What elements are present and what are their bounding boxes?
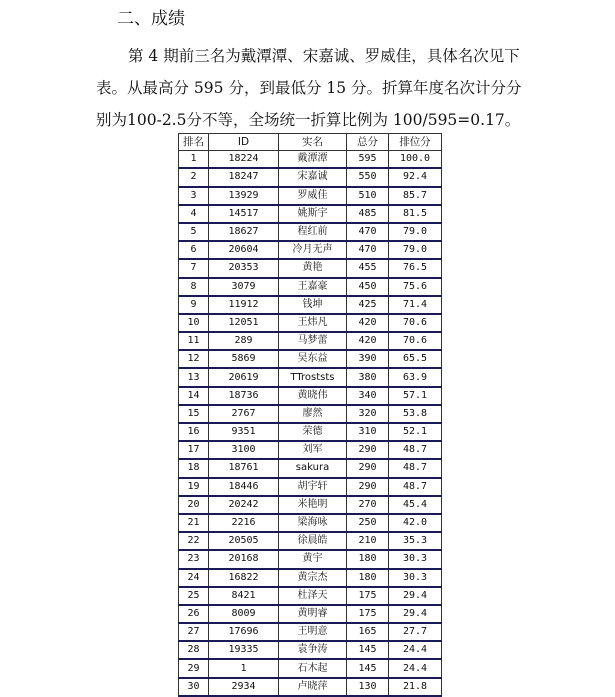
table-row	[179, 441, 442, 459]
cell-rank-points: 53.8	[389, 405, 442, 423]
cell-rank: 18	[179, 459, 209, 477]
results-table-header	[179, 134, 442, 151]
cell-id: 8421	[209, 587, 279, 605]
cell-id: 2934	[209, 678, 279, 696]
table-row	[179, 459, 442, 477]
cell-score: 420	[347, 314, 389, 332]
cell-rank: 19	[179, 478, 209, 496]
table-row	[179, 532, 442, 550]
cell-name: 石木起	[279, 659, 347, 677]
table-row	[179, 314, 442, 332]
cell-id: 17696	[209, 623, 279, 641]
table-row	[179, 387, 442, 405]
cell-id: 19335	[209, 641, 279, 659]
cell-score: 510	[347, 187, 389, 205]
cell-score: 595	[347, 151, 389, 169]
cell-id: 20242	[209, 496, 279, 514]
cell-rank: 27	[179, 623, 209, 641]
cell-rank: 14	[179, 387, 209, 405]
intro-paragraph-text: 第 4 期前三名为戴潭潭、宋嘉诚、罗威佳，具体名次见下表。从最高分 595 分，到最低分 15 分。折算年度名次计分分别为100-2.5分不等，全场统一折算比例为 100/595=0.17。	[96, 47, 522, 129]
cell-id: 9351	[209, 423, 279, 441]
cell-rank-points: 24.4	[389, 659, 442, 677]
cell-name: 程红前	[279, 223, 347, 241]
table-row	[179, 332, 442, 350]
intro-paragraph	[96, 40, 536, 136]
cell-rank: 26	[179, 605, 209, 623]
table-row	[179, 223, 442, 241]
cell-id: 20168	[209, 550, 279, 568]
cell-rank-points: 63.9	[389, 368, 442, 386]
cell-rank-points: 85.7	[389, 187, 442, 205]
cell-score: 450	[347, 278, 389, 296]
cell-score: 550	[347, 168, 389, 186]
cell-score: 270	[347, 496, 389, 514]
cell-name: 黄宇	[279, 550, 347, 568]
cell-score: 470	[347, 241, 389, 259]
cell-id: 20353	[209, 259, 279, 277]
cell-name: 宋嘉诚	[279, 168, 347, 186]
cell-rank-points: 48.7	[389, 478, 442, 496]
table-row	[179, 205, 442, 223]
section-heading: 二、成绩	[117, 9, 185, 29]
results-table-wrapper	[178, 133, 441, 697]
table-row	[179, 168, 442, 186]
cell-rank: 9	[179, 296, 209, 314]
cell-rank-points: 71.4	[389, 296, 442, 314]
cell-rank: 25	[179, 587, 209, 605]
cell-name: 胡宇轩	[279, 478, 347, 496]
cell-rank: 24	[179, 569, 209, 587]
cell-id: 11912	[209, 296, 279, 314]
cell-name: 冷月无声	[279, 241, 347, 259]
cell-score: 340	[347, 387, 389, 405]
results-table	[178, 133, 442, 697]
cell-rank-points: 92.4	[389, 168, 442, 186]
cell-id: 18627	[209, 223, 279, 241]
cell-score: 290	[347, 441, 389, 459]
cell-rank-points: 35.3	[389, 532, 442, 550]
cell-name: 王炜凡	[279, 314, 347, 332]
cell-score: 420	[347, 332, 389, 350]
cell-rank-points: 21.8	[389, 678, 442, 696]
cell-score: 250	[347, 514, 389, 532]
table-row	[179, 641, 442, 659]
cell-id: 18446	[209, 478, 279, 496]
cell-rank: 16	[179, 423, 209, 441]
cell-name: 梁海咏	[279, 514, 347, 532]
header-rank-points: 排位分	[389, 134, 442, 151]
cell-id: 8009	[209, 605, 279, 623]
cell-score: 310	[347, 423, 389, 441]
cell-rank: 4	[179, 205, 209, 223]
cell-name: 廖然	[279, 405, 347, 423]
cell-id: 5869	[209, 350, 279, 368]
cell-rank-points: 81.5	[389, 205, 442, 223]
cell-name: sakura	[279, 459, 347, 477]
cell-rank: 17	[179, 441, 209, 459]
cell-rank-points: 29.4	[389, 605, 442, 623]
cell-score: 210	[347, 532, 389, 550]
cell-score: 165	[347, 623, 389, 641]
cell-id: 3079	[209, 278, 279, 296]
cell-score: 455	[347, 259, 389, 277]
cell-rank-points: 79.0	[389, 223, 442, 241]
cell-id: 20619	[209, 368, 279, 386]
table-row	[179, 514, 442, 532]
table-row	[179, 350, 442, 368]
cell-id: 14517	[209, 205, 279, 223]
cell-rank-points: 30.3	[389, 569, 442, 587]
cell-name: 米艳明	[279, 496, 347, 514]
cell-name: 徐晨皓	[279, 532, 347, 550]
cell-rank-points: 24.4	[389, 641, 442, 659]
cell-id: 18761	[209, 459, 279, 477]
cell-rank: 5	[179, 223, 209, 241]
header-name: 实名	[279, 134, 347, 151]
results-table-body	[179, 151, 442, 696]
table-row	[179, 405, 442, 423]
table-row	[179, 151, 442, 169]
table-row	[179, 296, 442, 314]
table-row	[179, 368, 442, 386]
cell-score: 485	[347, 205, 389, 223]
cell-score: 425	[347, 296, 389, 314]
cell-rank: 8	[179, 278, 209, 296]
table-row	[179, 241, 442, 259]
cell-id: 2216	[209, 514, 279, 532]
table-row	[179, 605, 442, 623]
cell-name: 吴东益	[279, 350, 347, 368]
cell-rank-points: 57.1	[389, 387, 442, 405]
cell-name: 王明意	[279, 623, 347, 641]
cell-id: 289	[209, 332, 279, 350]
cell-rank: 21	[179, 514, 209, 532]
cell-name: 黄艳	[279, 259, 347, 277]
cell-name: 黄明睿	[279, 605, 347, 623]
table-row	[179, 587, 442, 605]
table-row	[179, 478, 442, 496]
cell-name: 戴潭潭	[279, 151, 347, 169]
cell-rank: 13	[179, 368, 209, 386]
cell-rank-points: 52.1	[389, 423, 442, 441]
cell-id: 18224	[209, 151, 279, 169]
cell-name: 袁争涛	[279, 641, 347, 659]
table-row	[179, 423, 442, 441]
cell-score: 290	[347, 459, 389, 477]
cell-rank: 7	[179, 259, 209, 277]
cell-name: 黄晓伟	[279, 387, 347, 405]
table-row	[179, 259, 442, 277]
cell-name: 王嘉豪	[279, 278, 347, 296]
header-row	[179, 134, 442, 151]
cell-name: 罗威佳	[279, 187, 347, 205]
table-row	[179, 550, 442, 568]
cell-rank: 30	[179, 678, 209, 696]
cell-rank: 1	[179, 151, 209, 169]
table-row	[179, 659, 442, 677]
cell-rank: 6	[179, 241, 209, 259]
table-row	[179, 187, 442, 205]
cell-rank: 10	[179, 314, 209, 332]
cell-name: 卢晓萍	[279, 678, 347, 696]
cell-score: 180	[347, 550, 389, 568]
cell-id: 2767	[209, 405, 279, 423]
cell-rank: 11	[179, 332, 209, 350]
cell-name: 姚斯宇	[279, 205, 347, 223]
cell-rank: 28	[179, 641, 209, 659]
cell-rank-points: 48.7	[389, 459, 442, 477]
cell-score: 175	[347, 605, 389, 623]
cell-rank: 23	[179, 550, 209, 568]
cell-id: 20505	[209, 532, 279, 550]
cell-score: 145	[347, 659, 389, 677]
header-id: ID	[209, 134, 279, 151]
cell-id: 18736	[209, 387, 279, 405]
cell-rank: 2	[179, 168, 209, 186]
cell-rank-points: 76.5	[389, 259, 442, 277]
cell-name: 马梦蕾	[279, 332, 347, 350]
cell-score: 180	[347, 569, 389, 587]
header-rank: 排名	[179, 134, 209, 151]
cell-rank-points: 75.6	[389, 278, 442, 296]
cell-rank-points: 70.6	[389, 332, 442, 350]
cell-rank: 12	[179, 350, 209, 368]
cell-id: 12051	[209, 314, 279, 332]
cell-rank-points: 29.4	[389, 587, 442, 605]
cell-score: 470	[347, 223, 389, 241]
cell-score: 380	[347, 368, 389, 386]
cell-name: 钱坤	[279, 296, 347, 314]
cell-rank: 15	[179, 405, 209, 423]
cell-name: 刘军	[279, 441, 347, 459]
cell-name: TTroststs	[279, 368, 347, 386]
cell-score: 145	[347, 641, 389, 659]
cell-name: 杜泽天	[279, 587, 347, 605]
cell-rank: 29	[179, 659, 209, 677]
cell-id: 20604	[209, 241, 279, 259]
cell-id: 16822	[209, 569, 279, 587]
cell-rank-points: 27.7	[389, 623, 442, 641]
cell-score: 130	[347, 678, 389, 696]
cell-id: 1	[209, 659, 279, 677]
table-row	[179, 496, 442, 514]
cell-rank-points: 70.6	[389, 314, 442, 332]
cell-score: 390	[347, 350, 389, 368]
header-score: 总分	[347, 134, 389, 151]
table-row	[179, 623, 442, 641]
cell-score: 175	[347, 587, 389, 605]
table-row	[179, 678, 442, 696]
cell-rank-points: 30.3	[389, 550, 442, 568]
cell-rank-points: 42.0	[389, 514, 442, 532]
cell-rank-points: 79.0	[389, 241, 442, 259]
cell-id: 3100	[209, 441, 279, 459]
table-row	[179, 278, 442, 296]
cell-name: 黄宗杰	[279, 569, 347, 587]
cell-id: 13929	[209, 187, 279, 205]
cell-name: 荣德	[279, 423, 347, 441]
cell-rank-points: 65.5	[389, 350, 442, 368]
cell-rank: 22	[179, 532, 209, 550]
cell-rank-points: 48.7	[389, 441, 442, 459]
cell-rank-points: 100.0	[389, 151, 442, 169]
cell-id: 18247	[209, 168, 279, 186]
cell-score: 320	[347, 405, 389, 423]
table-row	[179, 569, 442, 587]
cell-rank-points: 45.4	[389, 496, 442, 514]
cell-score: 290	[347, 478, 389, 496]
cell-rank: 3	[179, 187, 209, 205]
cell-rank: 20	[179, 496, 209, 514]
